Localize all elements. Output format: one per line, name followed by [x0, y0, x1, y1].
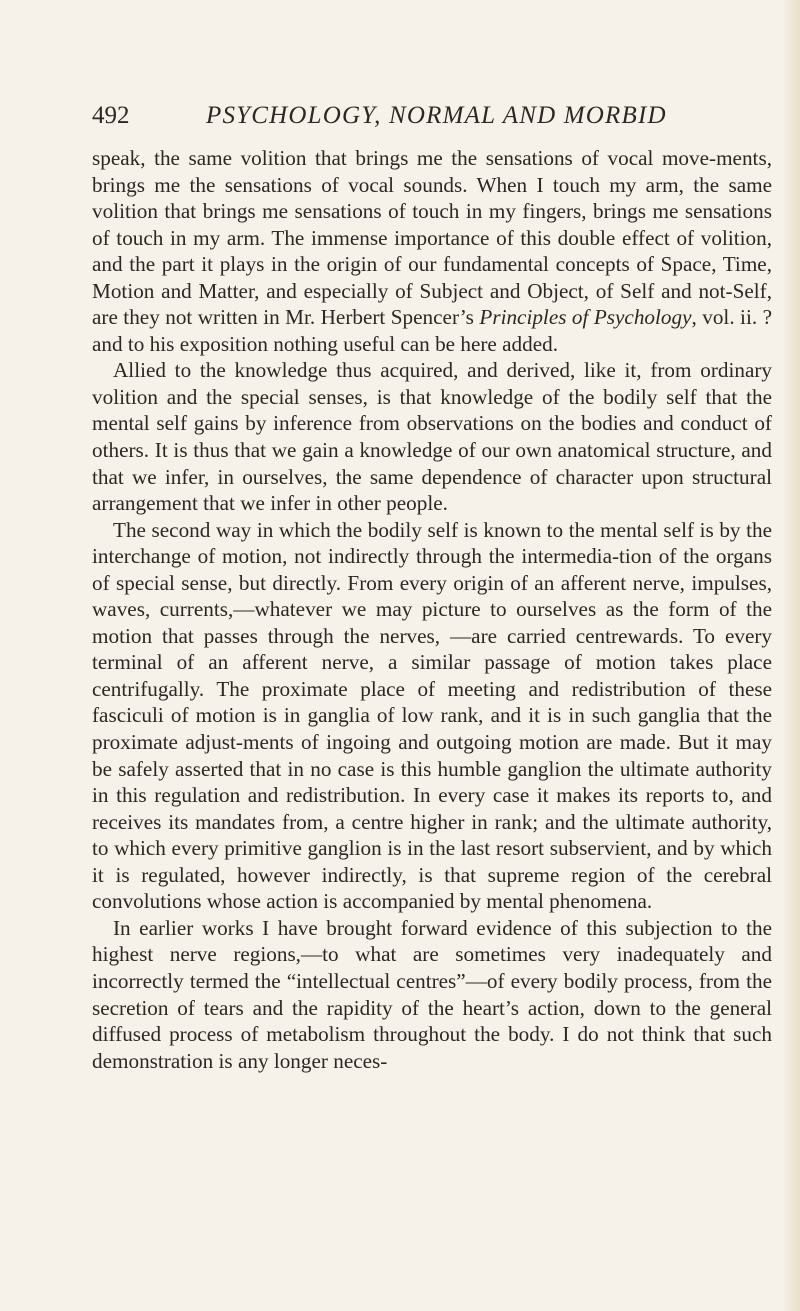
page-edge-shading	[782, 0, 800, 1311]
paragraph-3: The second way in which the bodily self is known to the mental self is by the interchange of motion, not indirectly through the intermedia-tion of the organs of special sense, but directly. From every origin of an afferent nerve, impulses, waves, currents,—whatever we may picture to ourselves as the form of the motion that passes through the nerves, —are carried centrewards. To every terminal of an afferent nerve, a similar passage of motion takes place centrifugally. The proximate place of meeting and redistribution of these fasciculi of motion is in ganglia of low rank, and it is in such ganglia that the proximate adjust-ments of ingoing and outgoing motion are made. But it may be safely asserted that in no case is this humble ganglion the ultimate authority in this regulation and redistribution. In every case it makes its reports to, and receives its mandates from, a centre higher in rank; and the ultimate authority, to which every primitive ganglion is in the last resort subservient, and by which it is regulated, however indirectly, is that supreme region of the cerebral convolutions whose action is accompanied by mental phenomena.	[92, 517, 772, 914]
paragraph-4: In earlier works I have brought forward evidence of this subjection to the highest nerve regions,—to what are sometimes very inadequately and incorrectly termed the “intellectual centres”—of every bodily process, from the secretion of tears and the rapidity of the heart’s action, down to the general diffused process of metabolism throughout the body. I do not think that such demonstration is any longer neces-	[92, 915, 772, 1073]
running-title: PSYCHOLOGY, NORMAL AND MORBID	[206, 102, 667, 129]
body-text	[92, 145, 772, 1074]
paragraph-1	[92, 145, 772, 357]
paragraph-1-text-before: speak, the same volition that brings me the sensations of vocal move-ments, brings me the sensations of vocal sounds. When I touch my arm, the same volition that brings me sensations of touch in my fingers, brings me sensations of touch in my arm. The immense importance of this double effect of volition, and the part it plays in the origin of our fundamental concepts of Space, Time, Motion and Matter, and especially of Subject and Object, of Self and not-Self, are they not written in Mr. Herbert Spencer’s	[92, 146, 772, 330]
paragraph-2: Allied to the knowledge thus acquired, and derived, like it, from ordinary volition and the special senses, is that knowledge of the bodily self that the mental self gains by inference from observations on the bodies and conduct of others. It is thus that we gain a knowledge of our own anatomical structure, and that we infer, in ourselves, the same dependence of character upon structural arrangement that we infer in other people.	[92, 358, 772, 516]
paragraph-1-text-after: , vol. ii. ? and to his exposition nothing useful can be here added.	[92, 305, 772, 356]
page-number: 492	[92, 102, 130, 129]
book-title-reference: Principles of Psychology	[479, 305, 692, 330]
running-header	[92, 98, 752, 134]
